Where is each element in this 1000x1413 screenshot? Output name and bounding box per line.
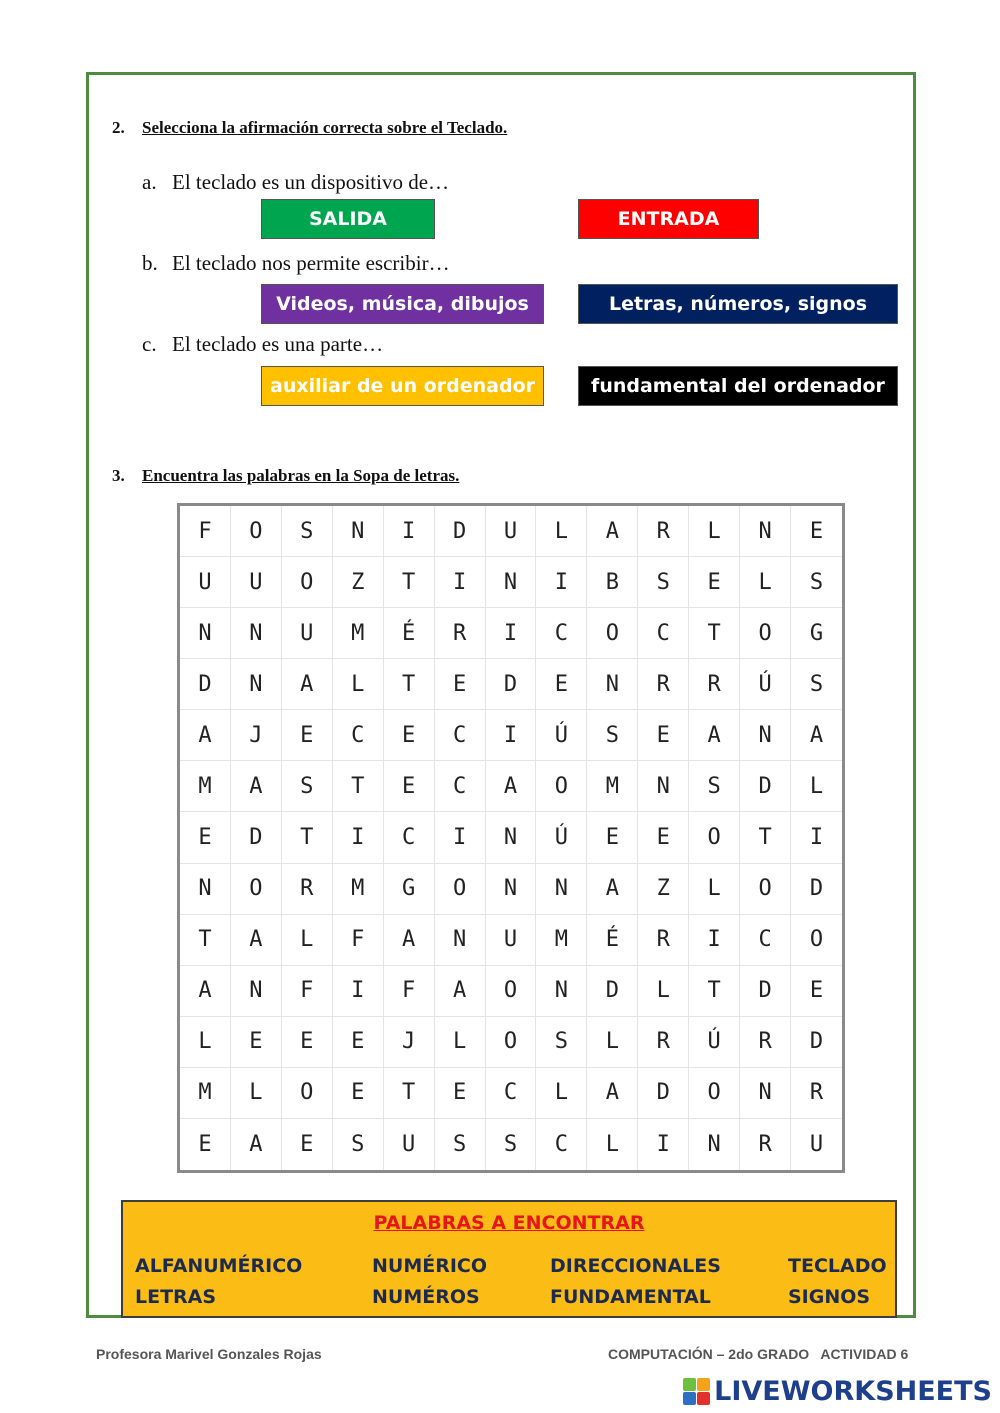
grid-cell[interactable]: O <box>689 1068 740 1119</box>
grid-cell[interactable]: I <box>435 812 486 863</box>
grid-cell[interactable]: A <box>231 915 282 966</box>
grid-cell[interactable]: A <box>791 710 842 761</box>
grid-cell[interactable]: A <box>384 915 435 966</box>
grid-cell[interactable]: D <box>231 812 282 863</box>
grid-cell[interactable]: L <box>231 1068 282 1119</box>
grid-cell[interactable]: O <box>486 966 537 1017</box>
grid-cell[interactable]: I <box>791 812 842 863</box>
grid-cell[interactable]: L <box>180 1017 231 1068</box>
grid-cell[interactable]: U <box>231 557 282 608</box>
grid-cell[interactable]: M <box>180 761 231 812</box>
grid-cell[interactable]: O <box>740 608 791 659</box>
grid-cell[interactable]: A <box>587 506 638 557</box>
grid-cell[interactable]: S <box>486 1119 537 1170</box>
grid-cell[interactable]: D <box>435 506 486 557</box>
grid-cell[interactable]: C <box>435 710 486 761</box>
grid-cell[interactable]: N <box>486 812 537 863</box>
grid-cell[interactable]: T <box>740 812 791 863</box>
grid-cell[interactable]: N <box>231 608 282 659</box>
grid-cell[interactable]: A <box>180 710 231 761</box>
grid-cell[interactable]: L <box>282 915 333 966</box>
grid-cell[interactable]: L <box>791 761 842 812</box>
grid-cell[interactable]: N <box>587 659 638 710</box>
grid-cell[interactable]: N <box>536 864 587 915</box>
logo-text: LIVEWORKSHEETS <box>714 1376 992 1407</box>
grid-cell[interactable]: R <box>638 1017 689 1068</box>
grid-cell[interactable]: B <box>587 557 638 608</box>
grid-cell[interactable]: E <box>791 966 842 1017</box>
grid-cell[interactable]: E <box>587 812 638 863</box>
grid-cell[interactable]: E <box>333 1068 384 1119</box>
grid-cell[interactable]: U <box>384 1119 435 1170</box>
grid-cell[interactable]: S <box>587 710 638 761</box>
grid-cell[interactable]: N <box>536 966 587 1017</box>
grid-cell[interactable]: N <box>435 915 486 966</box>
grid-cell[interactable]: A <box>435 966 486 1017</box>
grid-cell[interactable]: R <box>740 1119 791 1170</box>
grid-cell[interactable]: F <box>180 506 231 557</box>
option-salida-button[interactable]: SALIDA <box>261 199 435 239</box>
grid-cell[interactable]: S <box>791 659 842 710</box>
grid-cell[interactable]: T <box>384 1068 435 1119</box>
question-3-title <box>112 466 459 486</box>
question-2a <box>142 170 449 195</box>
grid-cell[interactable]: S <box>282 761 333 812</box>
option-fundamental-button[interactable]: fundamental del ordenador <box>578 366 898 406</box>
footer-teacher: Profesora Marivel Gonzales Rojas <box>96 1346 322 1362</box>
grid-cell[interactable]: L <box>689 864 740 915</box>
grid-cell[interactable]: L <box>638 966 689 1017</box>
grid-cell[interactable]: O <box>536 761 587 812</box>
grid-cell[interactable]: L <box>689 506 740 557</box>
grid-cell[interactable]: G <box>384 864 435 915</box>
logo-square <box>697 1378 710 1391</box>
grid-cell[interactable]: O <box>282 557 333 608</box>
option-entrada-button[interactable]: ENTRADA <box>578 199 759 239</box>
grid-cell[interactable]: S <box>638 557 689 608</box>
logo-square <box>697 1392 710 1405</box>
grid-cell[interactable]: N <box>231 659 282 710</box>
grid-cell[interactable]: S <box>536 1017 587 1068</box>
word-item: LETRAS <box>135 1286 217 1308</box>
item-letter: c. <box>142 332 157 356</box>
grid-cell[interactable]: N <box>740 506 791 557</box>
grid-cell[interactable]: C <box>740 915 791 966</box>
grid-cell[interactable]: I <box>638 1119 689 1170</box>
liveworksheets-icon <box>683 1378 710 1405</box>
words-to-find-box <box>121 1200 897 1318</box>
grid-cell[interactable]: U <box>486 506 537 557</box>
grid-cell[interactable]: U <box>180 557 231 608</box>
grid-cell[interactable]: É <box>384 608 435 659</box>
grid-cell[interactable]: C <box>486 1068 537 1119</box>
grid-cell[interactable]: E <box>180 1119 231 1170</box>
grid-cell[interactable]: N <box>231 966 282 1017</box>
grid-cell[interactable]: L <box>587 1017 638 1068</box>
item-text: El teclado es un dispositivo de… <box>172 170 450 194</box>
item-text: El teclado es una parte… <box>172 332 384 356</box>
grid-cell[interactable]: A <box>486 761 537 812</box>
grid-cell[interactable]: M <box>587 761 638 812</box>
grid-cell[interactable]: Ú <box>536 710 587 761</box>
grid-cell[interactable]: D <box>638 1068 689 1119</box>
grid-cell[interactable]: R <box>282 864 333 915</box>
grid-cell[interactable]: E <box>435 659 486 710</box>
grid-cell[interactable]: A <box>231 761 282 812</box>
grid-cell[interactable]: S <box>333 1119 384 1170</box>
grid-cell[interactable]: D <box>740 761 791 812</box>
grid-cell[interactable]: R <box>740 1017 791 1068</box>
grid-cell[interactable]: S <box>435 1119 486 1170</box>
logo-square <box>683 1378 696 1391</box>
grid-cell[interactable]: C <box>333 710 384 761</box>
grid-cell[interactable]: C <box>435 761 486 812</box>
grid-cell[interactable]: E <box>282 710 333 761</box>
question-2c <box>142 332 383 357</box>
grid-cell[interactable]: C <box>536 608 587 659</box>
grid-cell[interactable]: O <box>435 864 486 915</box>
grid-cell[interactable]: D <box>180 659 231 710</box>
grid-cell[interactable]: Ú <box>536 812 587 863</box>
grid-cell[interactable]: D <box>791 864 842 915</box>
grid-cell[interactable]: Ú <box>740 659 791 710</box>
grid-cell[interactable]: D <box>740 966 791 1017</box>
grid-cell[interactable]: D <box>791 1017 842 1068</box>
item-letter: b. <box>142 251 158 275</box>
footer-course: COMPUTACIÓN – 2do GRADO ACTIVIDAD 6 <box>608 1346 909 1362</box>
grid-cell[interactable]: I <box>536 557 587 608</box>
grid-cell[interactable]: O <box>282 1068 333 1119</box>
grid-cell[interactable]: R <box>638 915 689 966</box>
grid-cell[interactable]: R <box>791 1068 842 1119</box>
grid-cell[interactable]: F <box>333 915 384 966</box>
grid-cell[interactable]: G <box>791 608 842 659</box>
grid-cell[interactable]: A <box>587 1068 638 1119</box>
grid-cell[interactable]: O <box>791 915 842 966</box>
grid-cell[interactable]: D <box>587 966 638 1017</box>
question-2-title <box>112 118 507 138</box>
grid-cell[interactable]: E <box>689 557 740 608</box>
grid-cell[interactable]: N <box>333 506 384 557</box>
word-item: SIGNOS <box>788 1286 871 1308</box>
option-videos-button[interactable]: Videos, música, dibujos <box>261 284 544 324</box>
grid-cell[interactable]: I <box>689 915 740 966</box>
grid-cell[interactable]: T <box>180 915 231 966</box>
grid-cell[interactable]: L <box>435 1017 486 1068</box>
grid-cell[interactable]: I <box>486 710 537 761</box>
grid-cell[interactable]: Ú <box>689 1017 740 1068</box>
grid-cell[interactable]: M <box>333 864 384 915</box>
grid-cell[interactable]: T <box>689 608 740 659</box>
grid-cell[interactable]: I <box>333 812 384 863</box>
grid-cell[interactable]: E <box>282 1119 333 1170</box>
grid-cell[interactable]: É <box>587 915 638 966</box>
grid-cell[interactable]: E <box>638 812 689 863</box>
grid-cell[interactable]: U <box>282 608 333 659</box>
grid-cell[interactable]: O <box>231 506 282 557</box>
grid-cell[interactable]: O <box>689 812 740 863</box>
grid-cell[interactable]: A <box>231 1119 282 1170</box>
grid-cell[interactable]: M <box>180 1068 231 1119</box>
grid-cell[interactable]: Z <box>638 864 689 915</box>
logo-square <box>683 1392 696 1405</box>
grid-cell[interactable]: N <box>740 1068 791 1119</box>
grid-cell[interactable]: D <box>486 659 537 710</box>
question-3-number: 3. <box>112 466 125 485</box>
grid-cell[interactable]: U <box>486 915 537 966</box>
grid-cell[interactable]: O <box>486 1017 537 1068</box>
grid-cell[interactable]: S <box>689 761 740 812</box>
grid-cell[interactable]: A <box>587 864 638 915</box>
grid-cell[interactable]: R <box>638 659 689 710</box>
option-auxiliar-button[interactable]: auxiliar de un ordenador <box>261 366 544 406</box>
word-item: DIRECCIONALES <box>550 1255 721 1277</box>
grid-cell[interactable]: O <box>740 864 791 915</box>
question-2-text: Selecciona la afirmación correcta sobre el Teclado. <box>142 118 508 137</box>
word-item: NUMÉRICO <box>372 1255 488 1277</box>
word-item: TECLADO <box>788 1255 887 1277</box>
grid-cell[interactable]: L <box>536 506 587 557</box>
grid-cell[interactable]: O <box>587 608 638 659</box>
grid-cell[interactable]: U <box>809 1131 824 1157</box>
grid-cell[interactable]: A <box>689 710 740 761</box>
grid-cell[interactable]: T <box>689 966 740 1017</box>
word-item: ALFANUMÉRICO <box>135 1255 303 1277</box>
grid-cell[interactable]: C <box>638 608 689 659</box>
grid-cell[interactable]: N <box>486 864 537 915</box>
grid-cell[interactable]: N <box>740 710 791 761</box>
word-search-grid[interactable] <box>177 503 845 1173</box>
grid-cell[interactable]: F <box>384 966 435 1017</box>
grid-cell[interactable]: N <box>486 557 537 608</box>
grid-cell[interactable]: E <box>231 1017 282 1068</box>
option-letras-button[interactable]: Letras, números, signos <box>578 284 898 324</box>
grid-cell[interactable]: E <box>791 506 842 557</box>
grid-cell[interactable]: R <box>689 659 740 710</box>
grid-cell[interactable]: M <box>333 608 384 659</box>
question-2b <box>142 251 450 276</box>
grid-cell[interactable]: I <box>435 557 486 608</box>
word-item: NUMÉROS <box>372 1286 480 1308</box>
grid-cell[interactable]: C <box>384 812 435 863</box>
grid-cell[interactable]: T <box>384 659 435 710</box>
grid-cell[interactable]: L <box>536 1068 587 1119</box>
grid-cell[interactable]: Z <box>333 557 384 608</box>
grid-cell[interactable]: E <box>180 812 231 863</box>
question-2-number: 2. <box>112 118 125 137</box>
grid-cell[interactable]: L <box>740 557 791 608</box>
grid-cell[interactable]: I <box>384 506 435 557</box>
grid-cell[interactable]: T <box>282 812 333 863</box>
grid-cell[interactable]: F <box>282 966 333 1017</box>
grid-cell[interactable]: N <box>638 761 689 812</box>
grid-cell[interactable]: S <box>282 506 333 557</box>
grid-cell[interactable]: N <box>689 1119 740 1170</box>
grid-cell[interactable]: C <box>536 1119 587 1170</box>
grid-cell[interactable]: S <box>791 557 842 608</box>
item-text: El teclado nos permite escribir… <box>172 251 450 275</box>
grid-cell[interactable]: R <box>435 608 486 659</box>
grid-cell[interactable]: I <box>486 608 537 659</box>
grid-cell[interactable]: E <box>384 761 435 812</box>
grid-cell[interactable]: J <box>384 1017 435 1068</box>
grid-cell[interactable]: E <box>384 710 435 761</box>
grid-cell[interactable]: T <box>384 557 435 608</box>
grid-cell[interactable]: L <box>333 659 384 710</box>
grid-cell[interactable]: E <box>536 659 587 710</box>
word-item: FUNDAMENTAL <box>550 1286 711 1308</box>
grid-cell[interactable]: L <box>587 1119 638 1170</box>
grid-cell[interactable]: I <box>333 966 384 1017</box>
grid-cell[interactable]: E <box>638 710 689 761</box>
words-box-title: PALABRAS A ENCONTRAR <box>373 1212 645 1234</box>
grid-cell[interactable]: N <box>180 608 231 659</box>
grid-cell[interactable]: J <box>231 710 282 761</box>
item-letter: a. <box>142 170 157 194</box>
grid-cell[interactable]: E <box>282 1017 333 1068</box>
grid-cell[interactable]: A <box>282 659 333 710</box>
grid-cell[interactable]: R <box>638 506 689 557</box>
grid-cell[interactable]: N <box>180 864 231 915</box>
grid-cell[interactable]: O <box>231 864 282 915</box>
grid-cell[interactable]: E <box>435 1068 486 1119</box>
grid-cell[interactable]: A <box>180 966 231 1017</box>
grid-cell[interactable]: M <box>536 915 587 966</box>
grid-cell[interactable]: T <box>333 761 384 812</box>
grid-cell[interactable]: E <box>333 1017 384 1068</box>
question-3-text: Encuentra las palabras en la Sopa de letras. <box>142 466 460 485</box>
liveworksheets-logo[interactable] <box>683 1376 992 1407</box>
